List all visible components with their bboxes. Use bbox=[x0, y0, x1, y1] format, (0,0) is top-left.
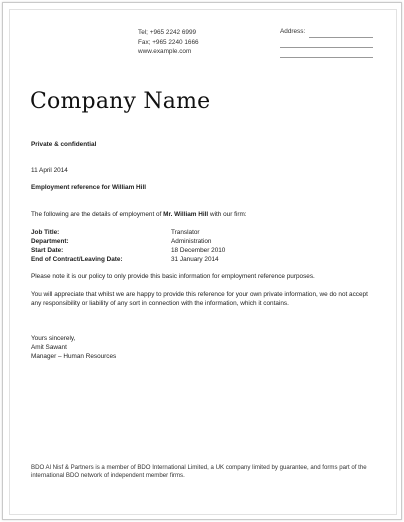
detail-value-end-date: 31 January 2014 bbox=[171, 256, 219, 263]
address-label: Address: bbox=[280, 28, 306, 35]
intro-prefix: The following are the details of employment of bbox=[31, 211, 164, 218]
detail-value-job-title: Translator bbox=[171, 229, 200, 236]
detail-value-start-date: 18 December 2010 bbox=[171, 247, 226, 254]
disclaimer-paragraph: You will appreciate that whilst we are happy to provide this reference for your own private information, we do not accept any responsibility or liability of any sort in connection with the information, which it contains. bbox=[31, 291, 368, 307]
intro-sentence bbox=[31, 211, 247, 220]
intro-suffix: with our firm: bbox=[208, 211, 247, 218]
detail-value-department: Administration bbox=[171, 238, 212, 245]
signatory-name: Amit Sawant bbox=[31, 344, 67, 351]
detail-label-end-date: End of Contract/Leaving Date: bbox=[31, 256, 123, 263]
closing-salutation: Yours sincerely, bbox=[31, 335, 76, 342]
address-line-2 bbox=[280, 47, 373, 48]
address-line-3 bbox=[280, 57, 373, 58]
policy-note: Please note it is our policy to only provide this basic information for employment reference purposes. bbox=[31, 273, 315, 280]
detail-label-start-date: Start Date: bbox=[31, 247, 64, 254]
confidential-label: Private & confidential bbox=[31, 141, 97, 148]
employee-name: Mr. William Hill bbox=[163, 211, 209, 218]
detail-label-job-title: Job Title: bbox=[31, 229, 60, 236]
footer-note: BDO Al Nisf & Partners is a member of BDO International Limited, a UK company limited by guarantee, and forms part of the international BDO network of independent member firms. bbox=[31, 464, 367, 480]
tel-line: Tel; +965 2242 6999 bbox=[138, 29, 197, 36]
letter-subject: Employment reference for William Hill bbox=[31, 184, 147, 191]
website-line: www.example.com bbox=[138, 48, 192, 56]
detail-label-department: Department: bbox=[31, 238, 69, 245]
company-name: Company Name bbox=[30, 89, 211, 114]
signatory-title: Manager – Human Resources bbox=[31, 353, 117, 360]
letter-date: 11 April 2014 bbox=[31, 167, 68, 174]
fax-line: Fax; +965 2240 1666 bbox=[138, 38, 199, 46]
address-line-1 bbox=[309, 37, 373, 38]
contact-block bbox=[138, 28, 199, 57]
